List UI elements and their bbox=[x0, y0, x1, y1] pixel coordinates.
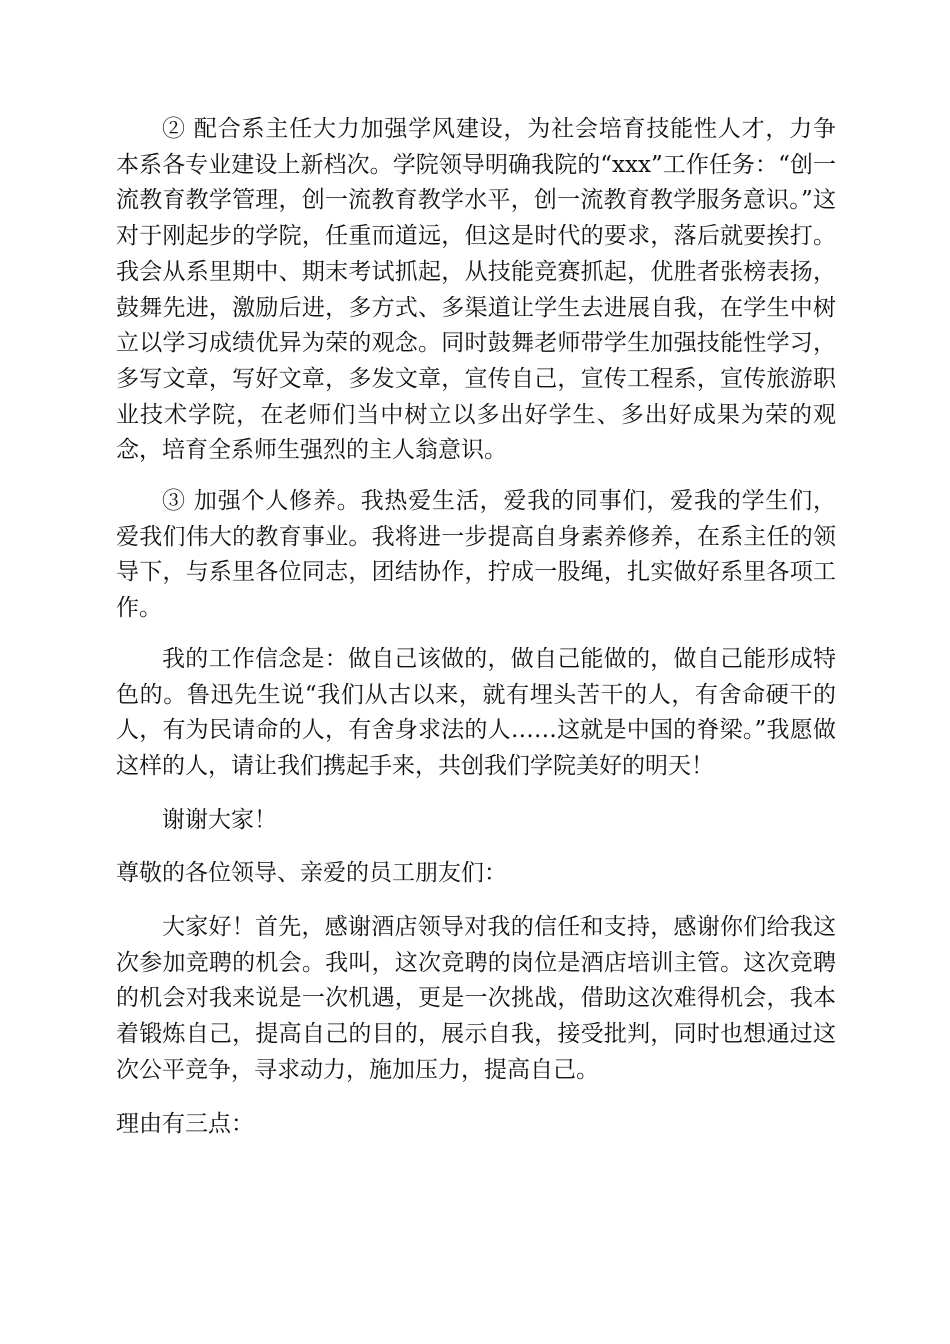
paragraph-thanks: 谢谢大家！ bbox=[162, 806, 277, 833]
document-body bbox=[116, 112, 836, 1142]
paragraph-hotel-introduction: 大家好！首先，感谢酒店领导对我的信任和支持，感谢你们给我这次参加竞聘的机会。我叫，这次竞聘的岗位是酒店培训主管。这次竞聘的机会对我来说是一次机遇，更是一次挑战，借助这次难得机会，我本着锻炼自己，提高自己的目的，展示自我，接受批判，同时也想通过这次公平竞争，寻求动力，施加压力，提高自己。 bbox=[116, 914, 836, 1083]
paragraph-personal-cultivation: ③ 加强个人修养。我热爱生活，爱我的同事们，爱我的学生们，爱我们伟大的教育事业。我将进一步提高自身素养修养，在系主任的领导下，与系里各位同志，团结协作，拧成一股绳，扎实做好系里各项工作。 bbox=[116, 488, 836, 622]
paragraph-work-belief: 我的工作信念是：做自己该做的，做自己能做的，做自己能形成特色的。鲁迅先生说“我们从古以来，就有埋头苦干的人，有舍命硬干的人，有为民请命的人，有舍身求法的人……这就是中国的脊梁。”我愿做这样的人，请让我们携起手来，共创我们学院美好的明天！ bbox=[116, 645, 836, 779]
paragraph-college-study-style: ② 配合系主任大力加强学风建设，为社会培育技能性人才，力争本系各专业建设上新档次。学院领导明确我院的“xxx”工作任务：“创一流教育教学管理，创一流教育教学水平，创一流教育教学服务意识。”这对于刚起步的学院，任重而道远，但这是时代的要求，落后就要挨打。我会从系里期中、期末考试抓起，从技能竞赛抓起，优胜者张榜表扬，鼓舞先进，激励后进，多方式、多渠道让学生去进展自我，在学生中树立以学习成绩优异为荣的观念。同时鼓舞老师带学生加强技能性学习，多写文章，写好文章，多发文章，宣传自己，宣传工程系，宣传旅游职业技术学院，在老师们当中树立以多出好学生、多出好成果为荣的观念，培育全系师生强烈的主人翁意识。 bbox=[116, 116, 836, 464]
paragraph-three-reasons: 理由有三点： bbox=[116, 1110, 254, 1137]
paragraph-salutation: 尊敬的各位领导、亲爱的员工朋友们： bbox=[116, 860, 507, 887]
